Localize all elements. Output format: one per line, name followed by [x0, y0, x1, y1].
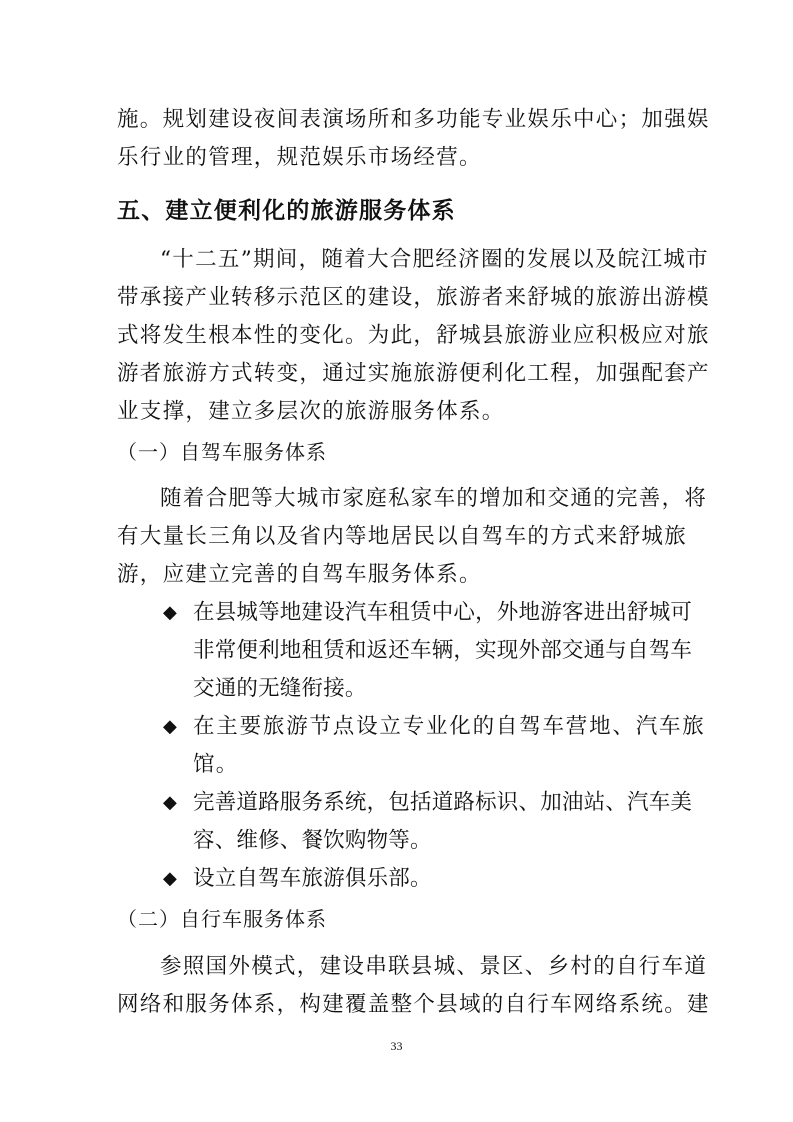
- diamond-bullet-icon: ◆: [163, 602, 177, 623]
- subsection-heading: （一）自驾车服务体系: [117, 440, 327, 464]
- diamond-bullet-icon: ◆: [163, 868, 177, 889]
- paragraph-line: 网络和服务体系，构建覆盖整个县域的自行车网络系统。建: [117, 992, 710, 1017]
- subsection-heading: （二）自行车服务体系: [117, 907, 327, 931]
- section-heading: 五、建立便利化的旅游服务体系: [117, 198, 456, 224]
- paragraph-line: “十二五”期间，随着大合肥经济圈的发展以及皖江城市: [160, 247, 709, 272]
- bullet-line: 在县城等地建设汽车租赁中心，外地游客进出舒城可: [193, 600, 693, 625]
- bullet-line: 容、维修、餐饮购物等。: [193, 828, 432, 853]
- paragraph-line: 带承接产业转移示范区的建设，旅游者来舒城的旅游出游模: [117, 285, 710, 310]
- bullet-line: 非常便利地租赁和返还车辆，实现外部交通与自驾车: [193, 638, 693, 663]
- bullet-line: 馆。: [193, 752, 239, 777]
- intro-line: 施。规划建设夜间表演场所和多功能专业娱乐中心；加强娱: [117, 107, 710, 132]
- diamond-bullet-icon: ◆: [163, 792, 177, 813]
- intro-line: 乐行业的管理，规范娱乐市场经营。: [117, 145, 482, 170]
- paragraph-line: 游，应建立完善的自驾车服务体系。: [117, 562, 482, 587]
- paragraph-line: 式将发生根本性的变化。为此，舒城县旅游业应积极应对旅: [117, 323, 710, 348]
- page-number: 33: [390, 1039, 403, 1053]
- paragraph-line: 有大量长三角以及省内等地居民以自驾车的方式来舒城旅: [117, 524, 688, 549]
- paragraph-line: 游者旅游方式转变，通过实施旅游便利化工程，加强配套产: [117, 361, 710, 386]
- bullet-line: 在主要旅游节点设立专业化的自驾车营地、汽车旅: [193, 714, 706, 739]
- bullet-line: 设立自驾车旅游俱乐部。: [193, 866, 432, 891]
- paragraph-line: 业支撑，建立多层次的旅游服务体系。: [117, 399, 505, 424]
- bullet-line: 交通的无缝衔接。: [193, 676, 367, 701]
- bullet-line: 完善道路服务系统，包括道路标识、加油站、汽车美: [193, 790, 693, 815]
- paragraph-line: 参照国外模式，建设串联县城、景区、乡村的自行车道: [160, 954, 708, 979]
- diamond-bullet-icon: ◆: [163, 716, 177, 737]
- paragraph-line: 随着合肥等大城市家庭私家车的增加和交通的完善，将: [160, 486, 708, 511]
